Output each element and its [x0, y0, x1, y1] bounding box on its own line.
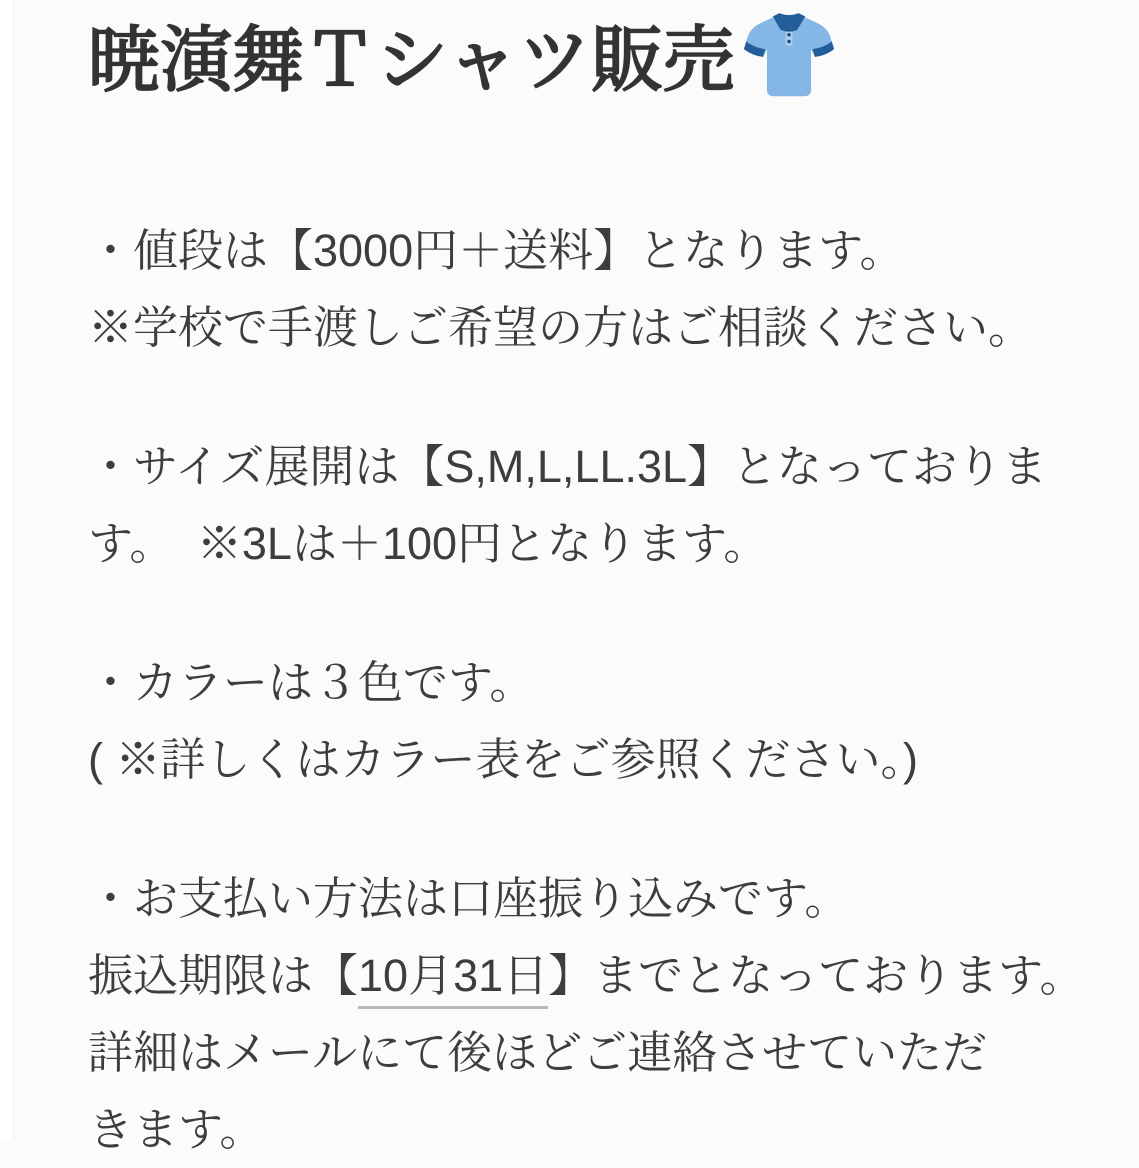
sizes-line-2: す。 ※3Lは＋100円となります。	[88, 518, 769, 569]
colors-note-line: ( ※詳しくはカラー表をご参照ください。)	[88, 734, 918, 785]
contact-line-1: 詳細はメールにて後ほどご連絡させていただ	[88, 1027, 988, 1078]
price-section	[88, 212, 1099, 366]
price-line: ・値段は【3000円＋送料】となります。	[88, 225, 905, 276]
colors-section	[88, 644, 1099, 798]
deadline-line	[88, 937, 1099, 1014]
contact-line-2: きます。	[88, 1104, 265, 1155]
colors-line: ・カラーは３色です。	[88, 657, 535, 708]
t-shirt-emoji	[741, 5, 837, 124]
price-note-line: ※学校で手渡しご希望の方はご相談ください。	[88, 302, 1034, 353]
payment-method-line: ・お支払い方法は口座振り込みです。	[88, 873, 850, 924]
deadline-prefix: 振込期限は【	[88, 950, 359, 1001]
page-edge-strip	[0, 0, 14, 1139]
deadline-date: 10月31日	[358, 950, 548, 1009]
page-title	[88, 5, 1099, 124]
sizes-section	[88, 428, 1099, 582]
payment-section	[88, 860, 1099, 1168]
sizes-line-1: ・サイズ展開は【S,M,L,LL.3L】となっておりま	[88, 441, 1048, 492]
page-title-text: 暁演舞Ｔシャツ販売	[88, 21, 735, 101]
deadline-suffix: 】までとなっております。	[548, 950, 1085, 1001]
t-shirt-button-bottom	[787, 40, 790, 43]
t-shirt-button-top	[787, 33, 790, 36]
